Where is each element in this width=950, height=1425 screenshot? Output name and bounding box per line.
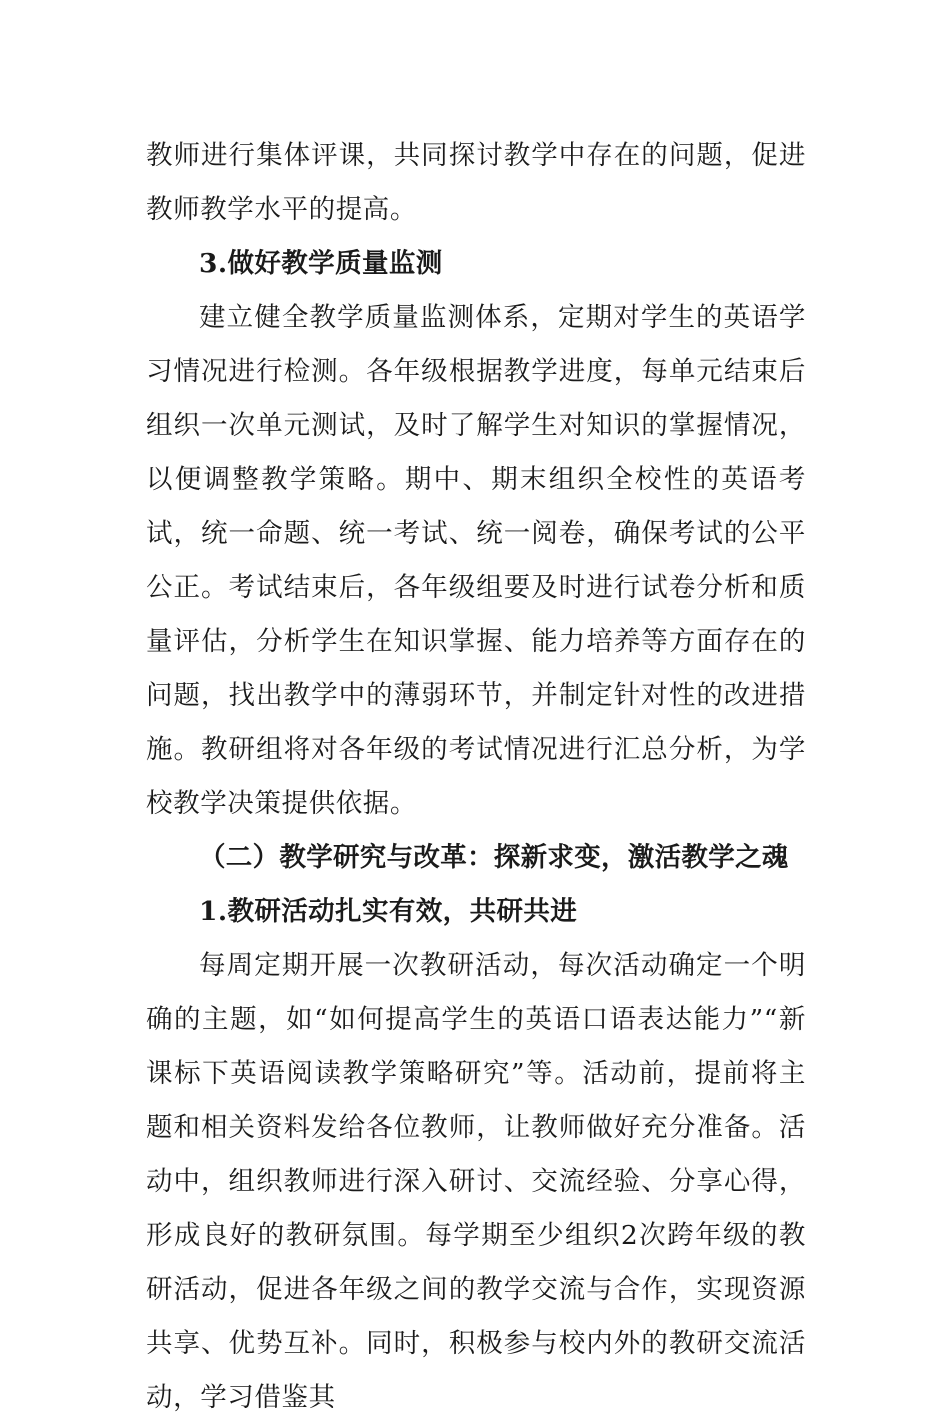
section-1-body: 每周定期开展一次教研活动，每次活动确定一个明确的主题，如“如何提高学生的英语口语表达能力”“新课标下英语阅读教学策略研究”等。活动前，提前将主题和相关资料发给各位教师，让教师做好充分准备。活动中，组织教师进行深入研讨、交流经验、分享心得，形成良好的教研氛围。每学期至少组织2次跨年级的教研活动，促进各年级之间的教学交流与合作，实现资源共享、优势互补。同时，积极参与校内外的教研交流活动，学习借鉴其 <box>146 950 806 1413</box>
section-3-body: 建立健全教学质量监测体系，定期对学生的英语学习情况进行检测。各年级根据教学进度，每单元结束后组织一次单元测试，及时了解学生对知识的掌握情况，以便调整教学策略。期中、期末组织全校性的英语考试，统一命题、统一考试、统一阅卷，确保考试的公平公正。考试结束后，各年级组要及时进行试卷分析和质量评估，分析学生在知识掌握、能力培养等方面存在的问题，找出教学中的薄弱环节，并制定针对性的改进措施。教研组将对各年级的考试情况进行汇总分析，为学校教学决策提供依据。 <box>146 302 806 819</box>
section-3-heading: 3.做好教学质量监测 <box>199 248 443 279</box>
document-page <box>146 129 806 1425</box>
part-2-heading: （二）教学研究与改革：探新求变，激活教学之魂 <box>199 842 789 873</box>
section-1-heading: 1.教研活动扎实有效，共研共进 <box>199 896 578 927</box>
continued-paragraph: 教师进行集体评课，共同探讨教学中存在的问题，促进教师教学水平的提高。 <box>146 140 806 225</box>
